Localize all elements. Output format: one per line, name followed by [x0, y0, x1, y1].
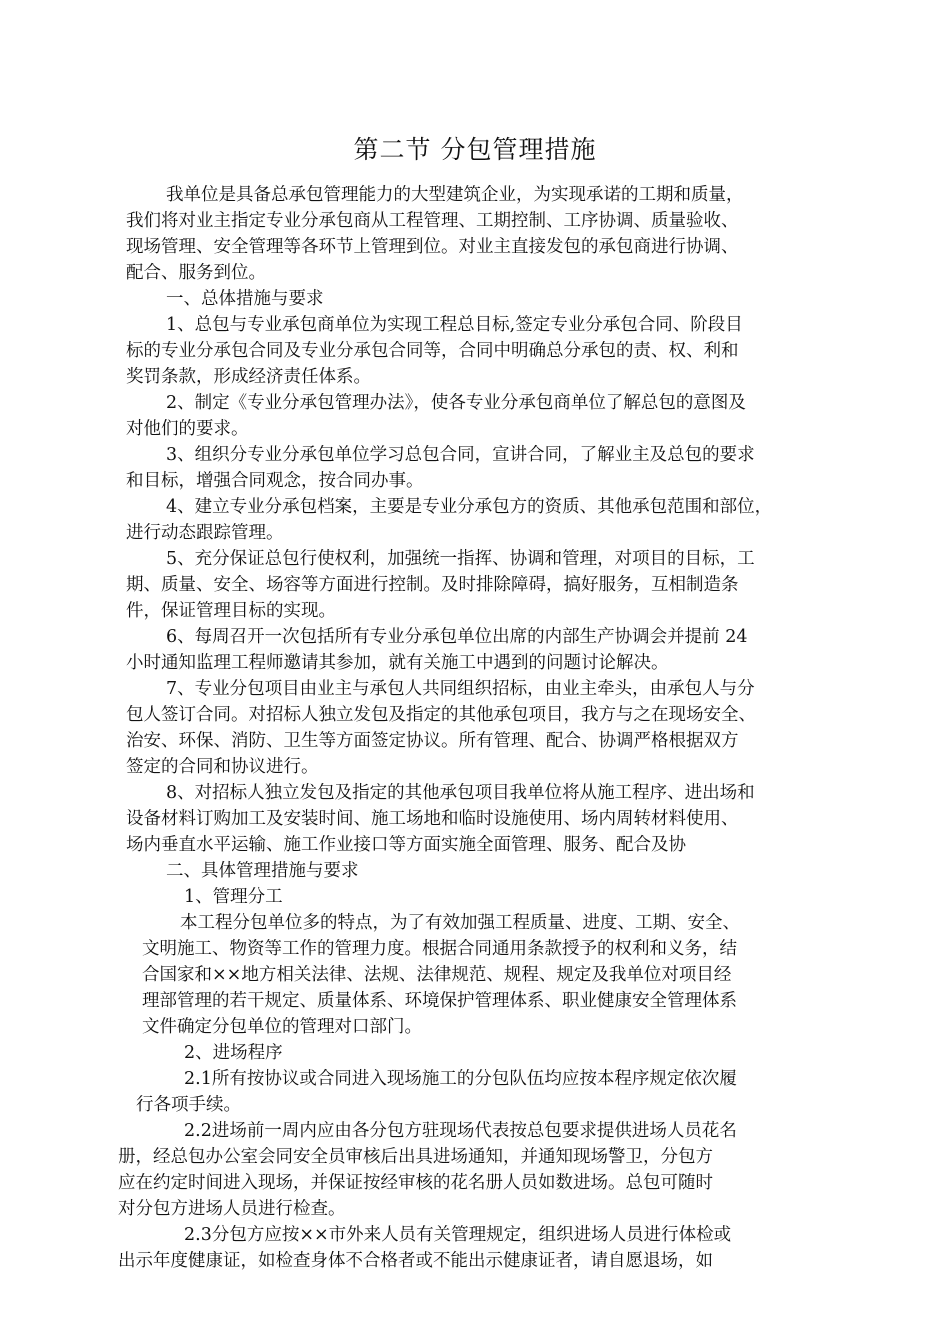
text-line: 标的专业分承包合同及专业分承包合同等，合同中明确总分承包的责、权、利和 [126, 341, 739, 361]
text-line: 和目标，增强合同观念，按合同办事。 [126, 471, 424, 491]
text-line: 4、建立专业分承包档案，主要是专业分承包方的资质、其他承包范围和部位， [166, 497, 773, 517]
text-line: 进行动态跟踪管理。 [126, 523, 284, 543]
text-line: 文件确定分包单位的管理对口部门。 [142, 1017, 422, 1037]
text-line: 包人签订合同。对招标人独立发包及指定的其他承包项目，我方与之在现场安全、 [126, 705, 756, 725]
text-line: 文明施工、物资等工作的管理力度。根据合同通用条款授予的权利和义务，结 [142, 939, 737, 959]
text-line: 二、具体管理措施与要求 [166, 861, 359, 881]
text-line: 件，保证管理目标的实现。 [126, 601, 336, 621]
text-line: 行各项手续。 [136, 1095, 241, 1115]
text-line: 1、总包与专业承包商单位为实现工程总目标,签定专业分承包合同、阶段目 [166, 315, 743, 335]
text-line: 2.1所有按协议或合同进入现场施工的分包队伍均应按本程序规定依次履 [184, 1069, 737, 1089]
text-line: 2、制定《专业分承包管理办法》，使各专业分承包商单位了解总包的意图及 [166, 393, 746, 413]
text-line: 小时通知监理工程师邀请其参加，就有关施工中遇到的问题讨论解决。 [126, 653, 669, 673]
text-line: 我单位是具备总承包管理能力的大型建筑企业，为实现承诺的工期和质量， [166, 185, 744, 205]
text-line: 现场管理、安全管理等各环节上管理到位。对业主直接发包的承包商进行协调、 [126, 237, 739, 257]
text-line: 一、总体措施与要求 [166, 289, 324, 309]
text-line: 6、每周召开一次包括所有专业分承包单位出席的内部生产协调会并提前 24 [166, 627, 748, 647]
text-line: 2.2进场前一周内应由各分包方驻现场代表按总包要求提供进场人员花名 [184, 1121, 737, 1141]
text-line: 出示年度健康证，如检查身体不合格者或不能出示健康证者，请自愿退场，如 [118, 1251, 713, 1271]
section-title: 第二节 分包管理措施 [353, 135, 597, 164]
text-line: 3、组织分专业分承包单位学习总包合同，宣讲合同，了解业主及总包的要求 [166, 445, 755, 465]
text-line: 应在约定时间进入现场，并保证按经审核的花名册人员如数进场。总包可随时 [118, 1173, 713, 1193]
text-line: 签定的合同和协议进行。 [126, 757, 319, 777]
text-line: 理部管理的若干规定、质量体系、环境保护管理体系、职业健康安全管理体系 [142, 991, 737, 1011]
text-line: 设备材料订购加工及安装时间、施工场地和临时设施使用、场内周转材料使用、 [126, 809, 739, 829]
text-line: 1、管理分工 [184, 887, 283, 907]
text-line: 册，经总包办公室会同安全员审核后出具进场通知，并通知现场警卫，分包方 [118, 1147, 713, 1167]
text-line: 5、充分保证总包行使权利，加强统一指挥、协调和管理，对项目的目标，工 [166, 549, 755, 569]
text-line: 我们将对业主指定专业分承包商从工程管理、工期控制、工序协调、质量验收、 [126, 211, 739, 231]
text-line: 奖罚条款，形成经济责任体系。 [126, 367, 371, 387]
text-line: 合国家和××地方相关法律、法规、法律规范、规程、规定及我单位对项目经 [142, 965, 732, 985]
text-line: 对分包方进场人员进行检查。 [118, 1199, 346, 1219]
text-line: 治安、环保、消防、卫生等方面签定协议。所有管理、配合、协调严格根据双方 [126, 731, 739, 751]
text-line: 2.3分包方应按××市外来人员有关管理规定，组织进场人员进行体检或 [184, 1225, 732, 1245]
text-line: 8、对招标人独立发包及指定的其他承包项目我单位将从施工程序、进出场和 [166, 783, 755, 803]
text-line: 场内垂直水平运输、施工作业接口等方面实施全面管理、服务、配合及协 [126, 835, 686, 855]
text-line: 2、进场程序 [184, 1043, 283, 1063]
text-line: 对他们的要求。 [126, 419, 249, 439]
text-line: 7、专业分包项目由业主与承包人共同组织招标，由业主牵头，由承包人与分 [166, 679, 755, 699]
text-line: 本工程分包单位多的特点，为了有效加强工程质量、进度、工期、安全、 [180, 913, 740, 933]
text-line: 期、质量、安全、场容等方面进行控制。及时排除障碍，搞好服务，互相制造条 [126, 575, 739, 595]
text-line: 配合、服务到位。 [126, 263, 266, 283]
